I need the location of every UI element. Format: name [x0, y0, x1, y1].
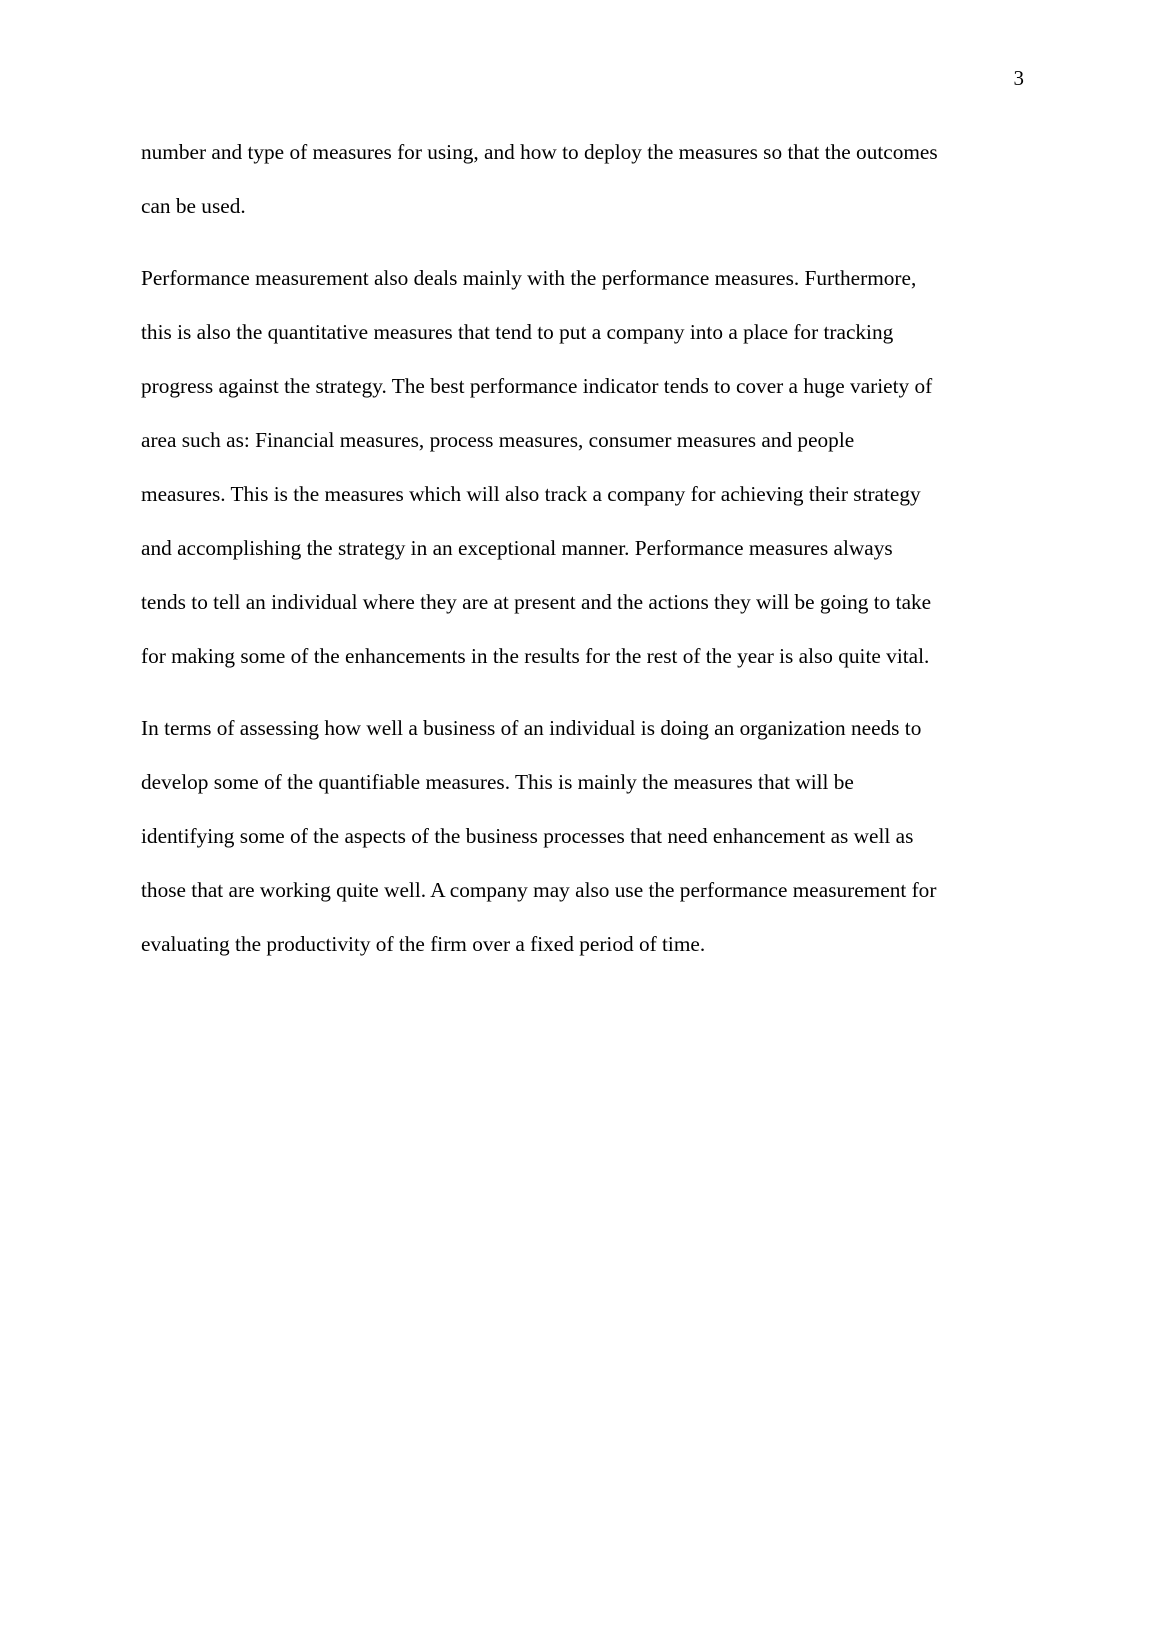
paragraph-1 [141, 137, 1031, 245]
text-line: those that are working quite well. A company may also use the performance measurement for [141, 878, 937, 902]
text-line: Performance measurement also deals mainly with the performance measures. Furthermore, [141, 266, 917, 290]
text-line: and accomplishing the strategy in an exceptional manner. Performance measures always [141, 536, 893, 560]
text-line: progress against the strategy. The best performance indicator tends to cover a huge variety of [141, 374, 933, 398]
text-line: tends to tell an individual where they are at present and the actions they will be going to take [141, 590, 932, 614]
paragraph-3 [141, 713, 1031, 983]
text-line: measures. This is the measures which will also track a company for achieving their strategy [141, 482, 921, 506]
text-line: number and type of measures for using, and how to deploy the measures so that the outcomes [141, 140, 938, 164]
paragraph-spacing [141, 245, 1031, 263]
text-line: can be used. [141, 194, 246, 218]
document-body [141, 137, 1031, 983]
page-number: 3 [1013, 66, 1024, 90]
text-line: In terms of assessing how well a business of an individual is doing an organization needs to [141, 716, 922, 740]
paragraph-spacing [141, 695, 1031, 713]
text-line: this is also the quantitative measures that tend to put a company into a place for tracking [141, 320, 894, 344]
text-line: develop some of the quantifiable measures. This is mainly the measures that will be [141, 770, 854, 794]
text-line: area such as: Financial measures, process measures, consumer measures and people [141, 428, 855, 452]
text-line: identifying some of the aspects of the business processes that need enhancement as well as [141, 824, 914, 848]
text-line: for making some of the enhancements in the results for the rest of the year is also quite vital. [141, 644, 930, 668]
text-line: evaluating the productivity of the firm over a fixed period of time. [141, 932, 706, 956]
paragraph-2 [141, 263, 1031, 695]
